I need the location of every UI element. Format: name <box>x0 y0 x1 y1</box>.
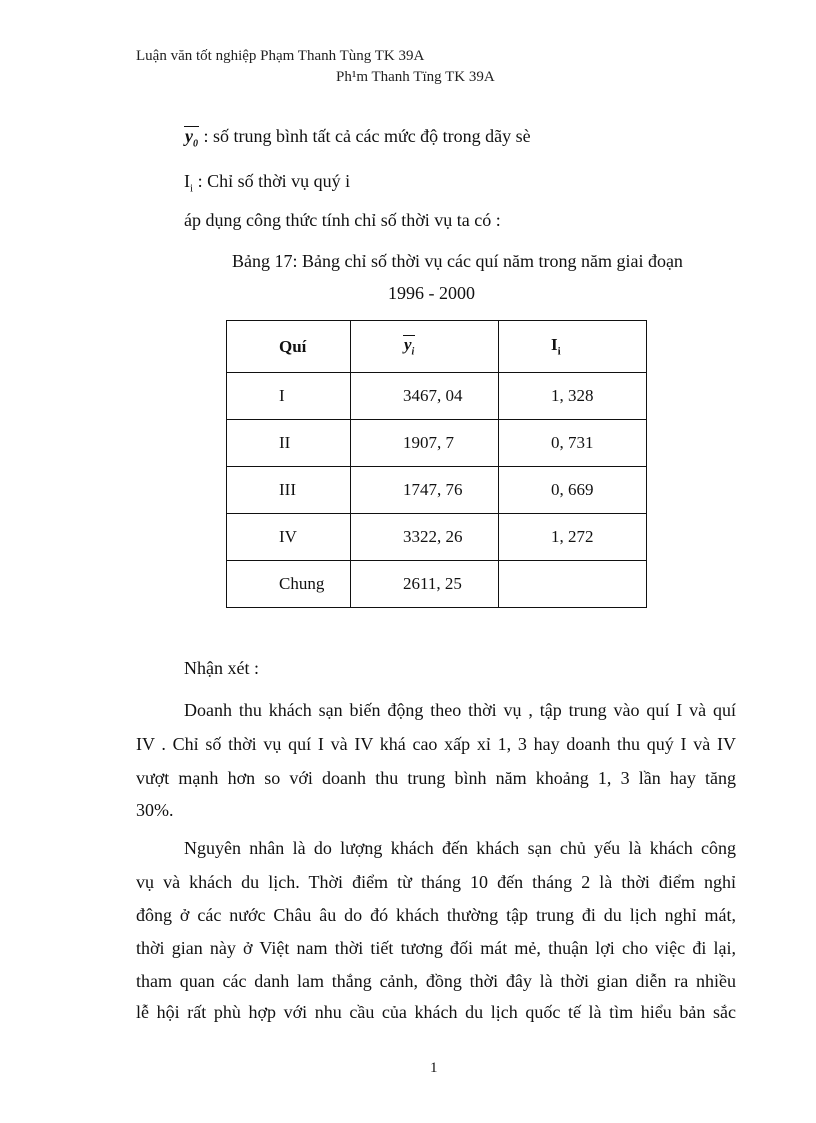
cell-quarter: I <box>227 373 351 420</box>
cell-index <box>499 561 647 608</box>
table-row <box>227 561 647 608</box>
cell-quarter: Chung <box>227 561 351 608</box>
apply-formula-text: áp dụng công thức tính chỉ số thời vụ ta có : <box>184 210 501 230</box>
definition-y0 <box>184 126 531 150</box>
cell-index: 0, 731 <box>499 420 647 467</box>
paragraph-line: lễ hội rất phù hợp với nhu cầu của khách du lịch quốc tế là tìm hiểu bản sắc <box>136 1002 736 1022</box>
table-row <box>227 373 647 420</box>
cell-index: 1, 328 <box>499 373 647 420</box>
paragraph-line: 30%. <box>136 800 174 820</box>
table-caption: Bảng 17: Bảng chỉ số thời vụ các quí năm trong năm giai đoạn <box>232 251 683 271</box>
cell-y: 1747, 76 <box>351 467 499 514</box>
header-y-mean: $y_i$ <box>351 321 499 373</box>
table-row <box>227 514 647 561</box>
cell-y: 2611, 25 <box>351 561 499 608</box>
header-quarter: Quí <box>227 321 351 373</box>
table-row <box>227 420 647 467</box>
seasonal-index-table <box>226 320 647 608</box>
paragraph-line: IV . Chỉ số thời vụ quí I và IV khá cao xấp xỉ 1, 3 hay doanh thu quý I và IV <box>136 734 736 754</box>
paragraph-line: vụ và khách du lịch. Thời điểm từ tháng 10 đến tháng 2 là thời điểm nghỉ <box>136 872 736 892</box>
paragraph-line: tham quan các danh lam thắng cảnh, đồng thời đây là thời gian diễn ra nhiều <box>136 971 736 991</box>
page-number: 1 <box>430 1060 438 1076</box>
header-line-1: Luận văn tốt nghiệp Phạm Thanh Tùng TK 39A <box>136 48 425 64</box>
definition-y0-text: : số trung bình tất cả các mức độ trong dãy sè <box>203 126 531 146</box>
header-line-2: Ph¹m Thanh Tïng TK 39A <box>336 69 495 85</box>
cell-y: 3467, 04 <box>351 373 499 420</box>
paragraph-line: thời gian này ở Việt nam thời tiết tương đối mát mẻ, thuận lợi cho việc đi lại, <box>136 938 736 958</box>
remarks-title: Nhận xét : <box>184 658 259 678</box>
paragraph-line: Doanh thu khách sạn biến động theo thời vụ , tập trung vào quí I và quí <box>184 700 736 720</box>
paragraph-line: đông ở các nước Châu âu do đó khách thường tập trung đi du lịch nghỉ mát, <box>136 905 736 925</box>
cell-quarter: III <box>227 467 351 514</box>
table-row <box>227 467 647 514</box>
cell-index: 0, 669 <box>499 467 647 514</box>
cell-quarter: II <box>227 420 351 467</box>
paragraph-line: vượt mạnh hơn so với doanh thu trung bình năm khoảng 1, 3 lần hay tăng <box>136 768 736 788</box>
cell-quarter: IV <box>227 514 351 561</box>
y0-symbol: $y_0$ <box>185 126 198 150</box>
cell-y: 3322, 26 <box>351 514 499 561</box>
table-caption-years: 1996 - 2000 <box>388 283 475 303</box>
table-header-row <box>227 321 647 373</box>
header-seasonal-index: $I_i$ <box>499 321 647 373</box>
cell-y: 1907, 7 <box>351 420 499 467</box>
cell-index: 1, 272 <box>499 514 647 561</box>
definition-ii: $I_i$ : Chỉ số thời vụ quý i <box>184 171 351 195</box>
paragraph-line: Nguyên nhân là do lượng khách đến khách sạn chủ yếu là khách công <box>184 838 736 858</box>
